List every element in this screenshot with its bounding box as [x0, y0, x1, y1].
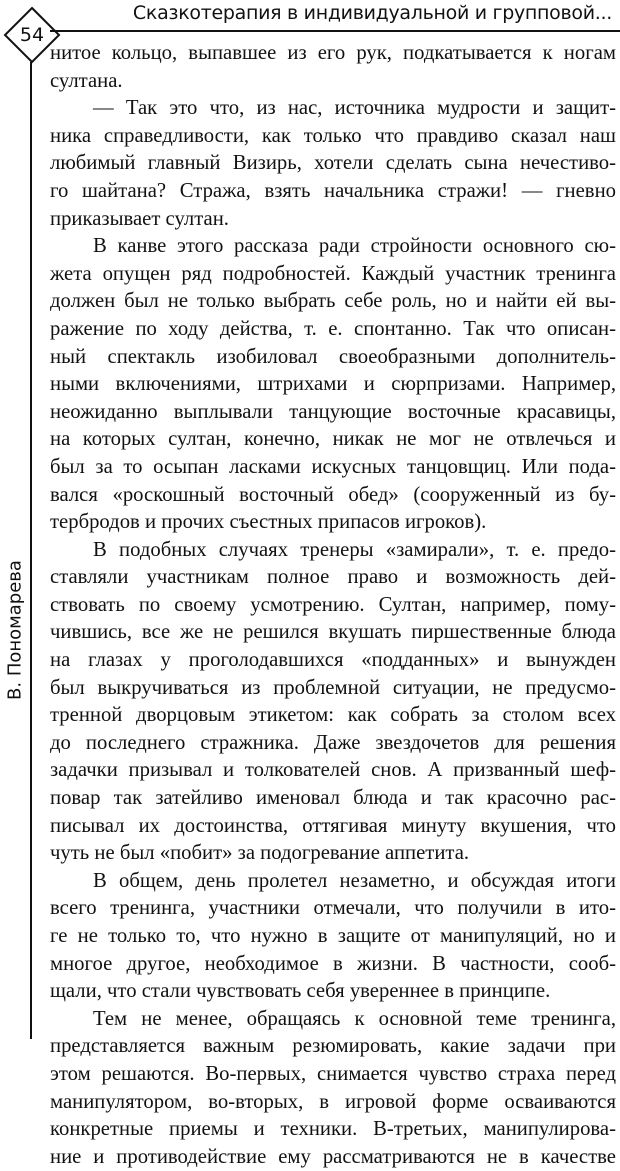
text-line: повар так затейливо именовал блюда и так красочно рас- — [50, 787, 616, 810]
author-name: В. Пономарева — [4, 560, 26, 700]
text-line: чившись, все же не решился вкушать пиршественные блюда — [50, 621, 616, 644]
text-line: всего тренинга, участники отмечали, что получили в ито- — [50, 897, 616, 920]
text-line: го шайтана? Стража, взять начальника стражи! — гневно — [50, 179, 616, 202]
text-line: вался «роскошный восточный обед» (сооруженный из бу- — [50, 483, 616, 506]
text-line: султана. — [50, 69, 123, 92]
text-line: ражение по ходу действа, т. е. спонтанно. Так что описан- — [50, 317, 616, 340]
text-line: был за то осыпан ласками искусных танцовщиц. Или пода- — [50, 455, 616, 478]
text-line: ными включениями, штрихами и сюрпризами. Например, — [50, 373, 616, 396]
text-line: приказывает султан. — [50, 207, 229, 230]
text-line: представляется важным резюмировать, какие задачи при — [50, 1035, 616, 1058]
text-line: на глазах у проголодавшихся «подданных» и вынужден — [50, 649, 616, 672]
text-line: В общем, день пролетел незаметно, и обсуждая итоги — [93, 869, 616, 892]
text-line: тербродов и прочих съестных припасов игроков). — [50, 511, 487, 534]
text-line: В подобных случаях тренеры «замирали», т. е. предо- — [93, 538, 616, 561]
text-line: щали, что стали чувствовать себя увереннее в принципе. — [50, 980, 551, 1003]
text-line: чуть не был «побит» за подогревание аппетита. — [50, 842, 470, 865]
body-text — [50, 40, 616, 1171]
text-line: ствовать по своему усмотрению. Султан, например, пому- — [50, 593, 616, 616]
text-line: жета опущен ряд подробностей. Каждый участник тренинга — [50, 262, 616, 285]
page-number: 54 — [19, 24, 45, 46]
text-line: В канве этого рассказа ради стройности основного сю- — [93, 235, 616, 258]
text-line: нитое кольцо, выпавшее из его рук, подкатывается к ногам — [50, 42, 616, 64]
text-line: конкретные приемы и техники. В-третьих, манипулирова- — [50, 1118, 616, 1141]
running-header: Сказкотерапия в индивидуальной и групповой... — [132, 2, 612, 24]
text-line: на которых султан, конечно, никак не мог не отвлечься и — [50, 428, 616, 451]
text-line: был выкручиваться из проблемной ситуации, не предусмо- — [50, 676, 616, 699]
text-line: ге не только то, что нужно в защите от манипуляций, но и — [50, 925, 616, 947]
text-line: неожиданно выплывали танцующие восточные красавицы, — [50, 400, 616, 423]
margin-rule — [30, 62, 32, 1039]
text-line: до последнего стражника. Даже звездочетов для решения — [50, 731, 616, 754]
text-line: писывал их достоинства, оттягивая минуту вкушения, что — [50, 814, 616, 837]
text-line: ние и противодействие ему рассматриваются не в качестве — [50, 1145, 616, 1168]
text-line: многое другое, необходимое в жизни. В частности, сооб- — [50, 952, 616, 975]
text-line: Тем не менее, обращаясь к основной теме тренинга, — [93, 1007, 616, 1030]
text-line: ника справедливости, как только что правдиво сказал наш — [50, 124, 616, 147]
text-line: ставляли участникам полное право и возможность дей- — [50, 566, 616, 589]
text-line: ный спектакль изобиловал своеобразными дополнитель- — [50, 345, 616, 368]
text-line: должен был не только выбрать себе роль, но и найти ей вы- — [50, 290, 616, 313]
text-line: этом решаются. Во-первых, снимается чувство страха перед — [50, 1062, 616, 1085]
text-line: тренной дворцовым этикетом: как собрать за столом всех — [50, 704, 616, 727]
text-line: — Так это что, из нас, источника мудрости и защит- — [93, 97, 616, 120]
text-line: задачки призывал и толкователей снов. А призванный шеф- — [50, 759, 616, 782]
text-line: любимый главный Визирь, хотели сделать сына нечестиво- — [50, 152, 616, 175]
text-line: манипулятором, во-вторых, в игровой форме осваиваются — [50, 1090, 616, 1113]
header-rule — [50, 30, 620, 32]
